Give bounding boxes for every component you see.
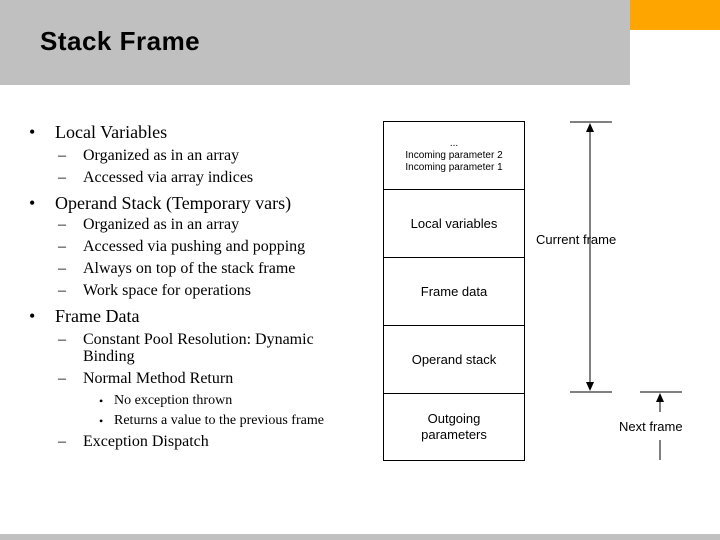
bullet-dot-icon: •	[29, 306, 36, 326]
frame-data-cell: Frame data	[384, 258, 524, 326]
next-frame-arrow-up-icon	[656, 393, 664, 402]
bullet-dot-icon: •	[29, 193, 36, 213]
operand-stack-cell: Operand stack	[384, 326, 524, 394]
sub-bullet: – Work space for operations	[58, 282, 251, 299]
dash-icon: –	[58, 370, 66, 387]
current-frame-arrow-down-icon	[586, 382, 594, 391]
dash-icon: –	[58, 216, 66, 233]
sub-bullet: – Normal Method Return	[58, 370, 234, 387]
footer-bar	[0, 534, 720, 540]
sub-bullet: – Accessed via pushing and popping	[58, 238, 306, 255]
slide-title: Stack Frame	[40, 26, 201, 56]
sub-bullet: – Organized as in an array	[58, 216, 240, 233]
bullet-dot-icon: •	[99, 394, 104, 408]
sub-bullet: – Exception Dispatch	[58, 433, 209, 450]
bullet-local-variables: • Local Variables	[29, 122, 168, 142]
local-variables-cell: Local variables	[384, 190, 524, 258]
next-frame-label: Next frame	[619, 419, 683, 434]
bullet-frame-data: • Frame Data	[29, 306, 140, 326]
sub-bullet: – Always on top of the stack frame	[58, 260, 296, 277]
outgoing-parameters-cell: Outgoing parameters	[421, 411, 487, 442]
dash-icon: –	[58, 147, 66, 164]
sub-bullet: – Constant Pool Resolution: Dynamic	[58, 331, 314, 348]
dash-icon: –	[58, 433, 66, 450]
dash-icon: –	[58, 238, 66, 255]
sub-sub-bullet: • Returns a value to the previous frame	[99, 413, 324, 428]
dash-icon: –	[58, 331, 66, 348]
current-frame-label: Current frame	[536, 232, 617, 247]
bullet-dot-icon: •	[29, 122, 36, 142]
sub-bullet-continuation: Binding	[83, 348, 135, 365]
bullet-operand-stack: • Operand Stack (Temporary vars)	[29, 193, 292, 213]
sub-sub-bullet: • No exception thrown	[99, 393, 233, 408]
sub-bullet: – Accessed via array indices	[58, 169, 254, 186]
current-frame-arrow-up-icon	[586, 123, 594, 132]
incoming-parameters-cell: ... Incoming parameter 2 Incoming parameter 1	[384, 122, 524, 190]
dash-icon: –	[58, 260, 66, 277]
dash-icon: –	[58, 169, 66, 186]
sub-bullet: – Organized as in an array	[58, 147, 240, 164]
bullet-dot-icon: •	[99, 414, 104, 428]
dash-icon: –	[58, 282, 66, 299]
